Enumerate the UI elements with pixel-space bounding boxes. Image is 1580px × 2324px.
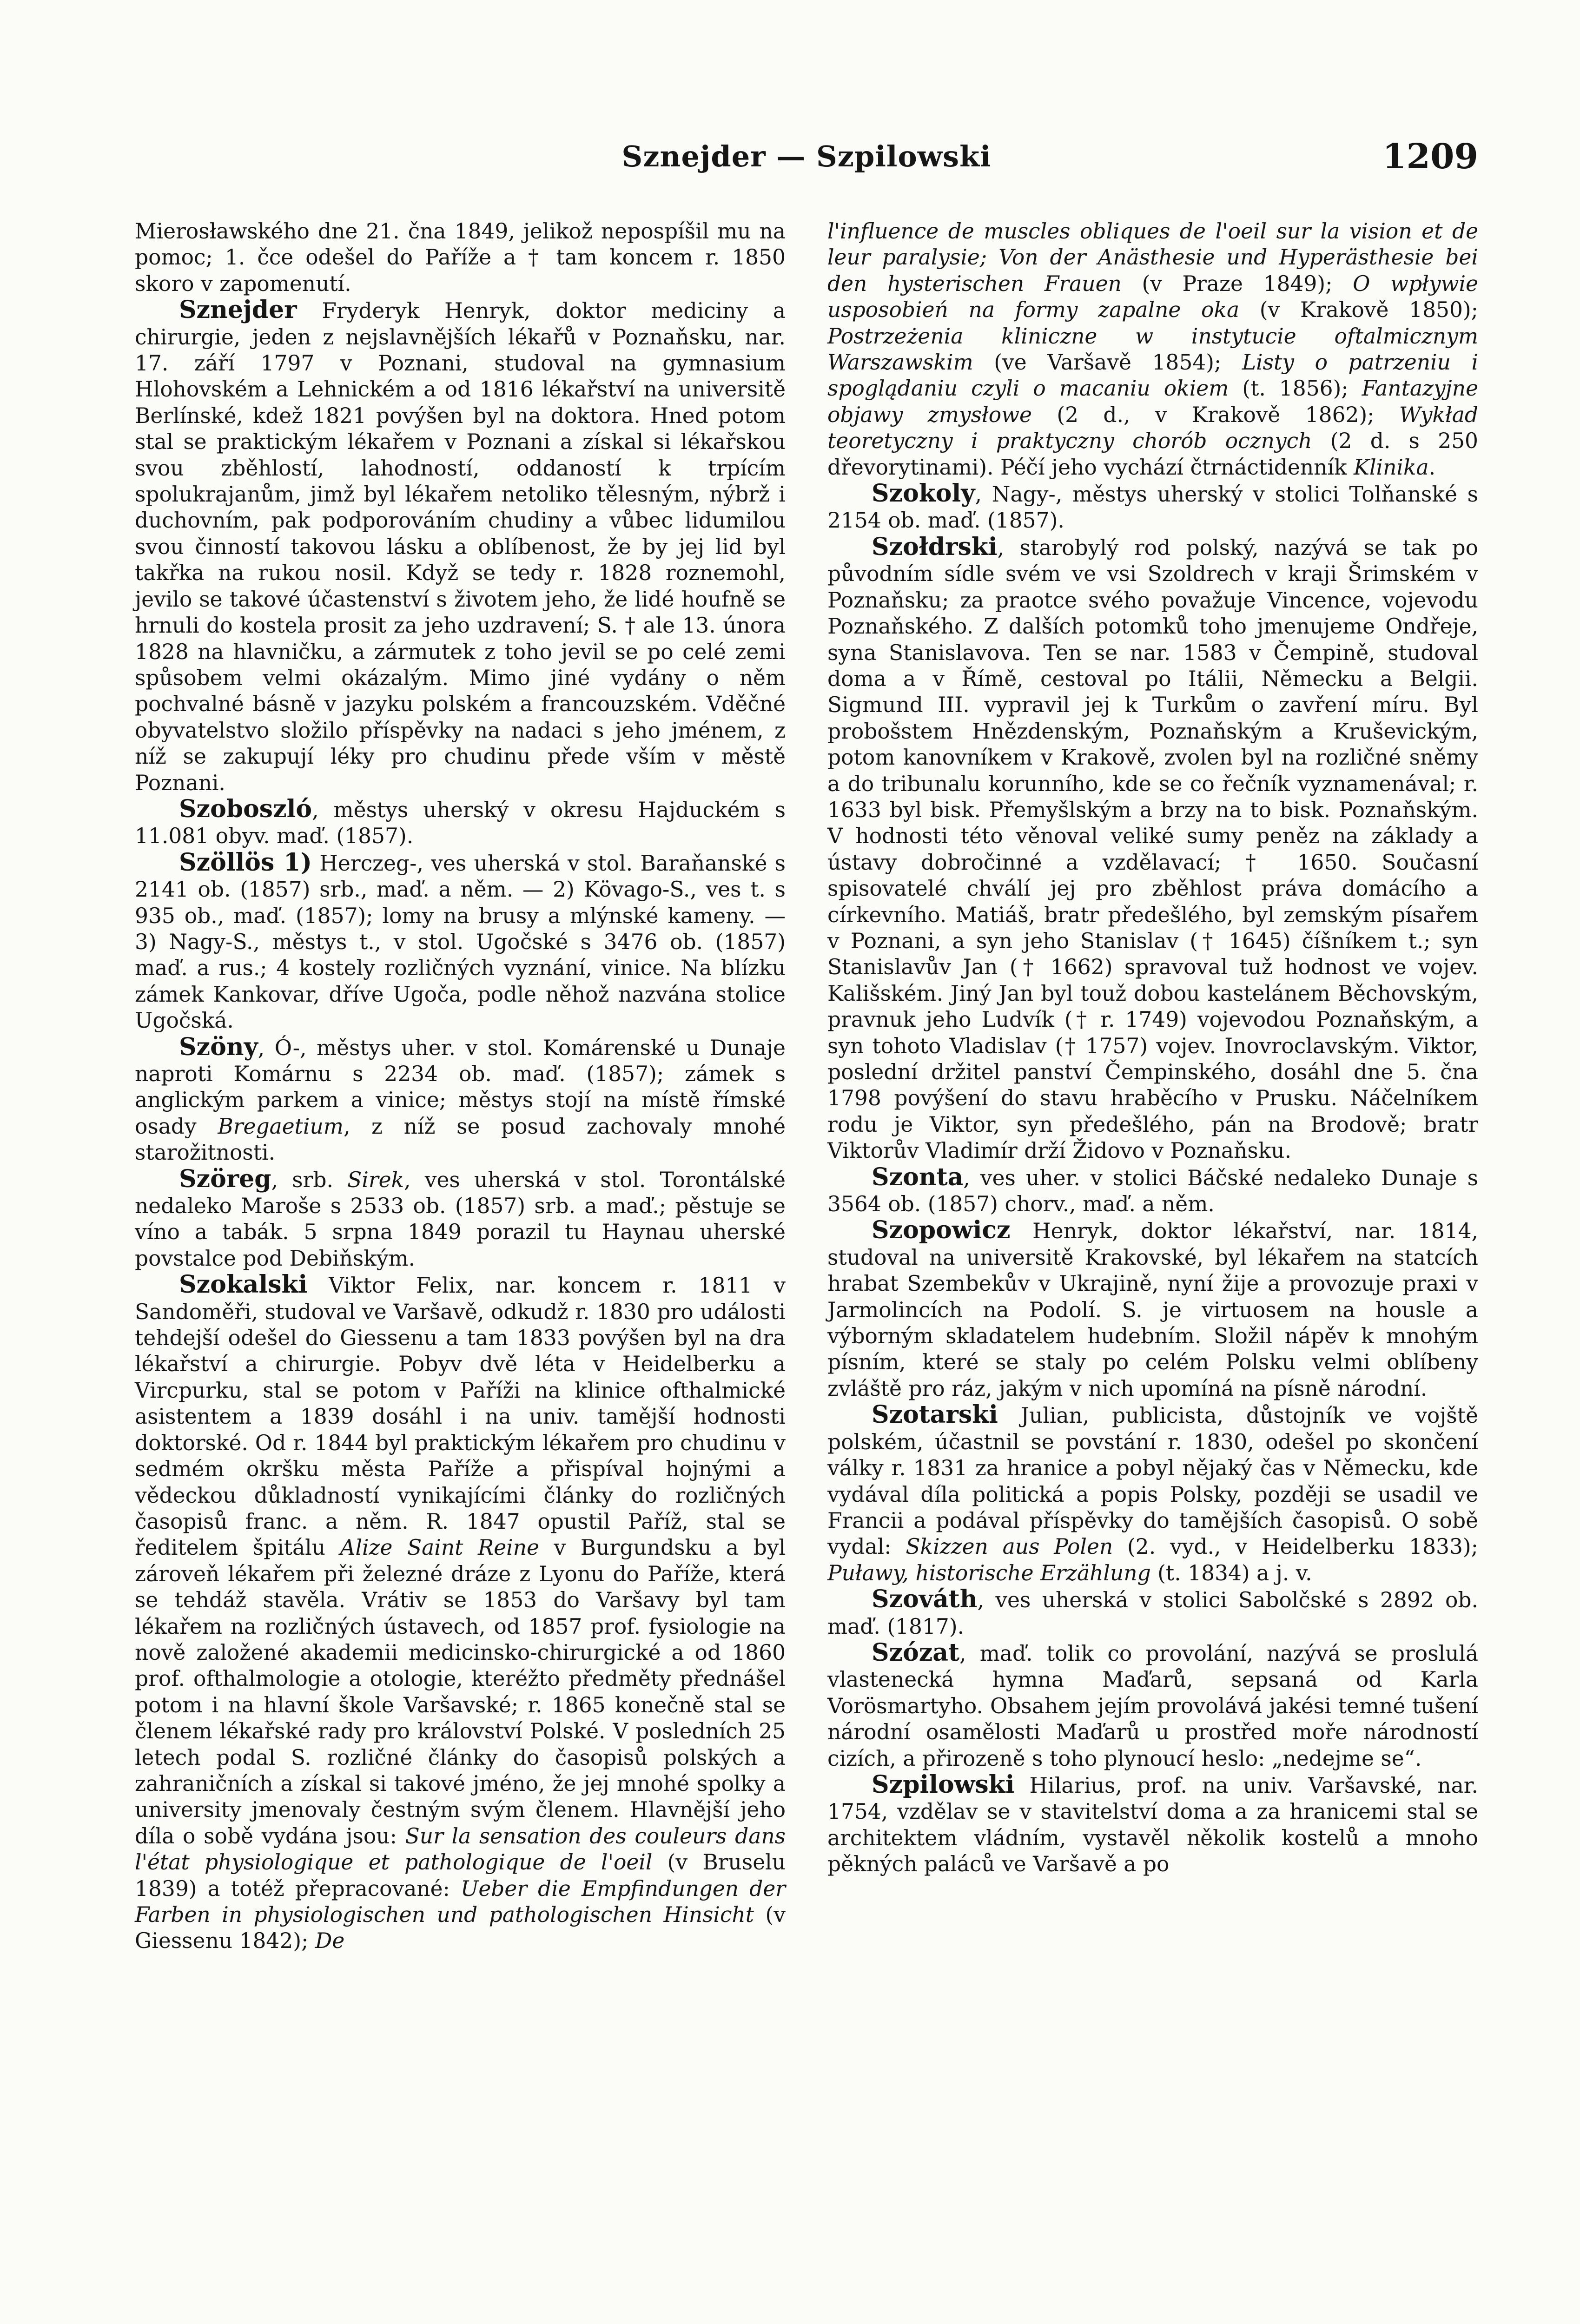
entry-text: , srb. bbox=[271, 1167, 348, 1192]
entry-text: (v Giessenu 1842); bbox=[135, 1902, 786, 1954]
running-head: Sznejder — Szpilowski bbox=[621, 139, 992, 173]
entry-text: (2 d. s 250 dřevorytinami). Péčí jeho vychází čtrnáctidenník bbox=[827, 429, 1479, 480]
entry-szozat bbox=[827, 1640, 1478, 1772]
left-column bbox=[135, 218, 786, 1954]
entry-text: Herczeg-, ves uherská v stol. Baraňanské s 2141 ob. (1857) srb., maď. a něm. — 2) Kövago-S., ves t. s 935 ob., maď. (1857); lomy na brusy a mlýnské kameny. — 3) Nagy-S., městys t., v stol. Ugočské s 3476 ob. (1857) maď. a rus.; 4 kostely rozličných vyznání, vinice. Na blízku zámek Kankovar, dříve Ugoča, podle něhož nazvána stolice Ugočská. bbox=[135, 851, 786, 1033]
headword: Szopowicz bbox=[872, 1216, 1011, 1245]
italic-title: l'influence de muscles obliques de l'oeil sur la vision et de leur paralysie; Von der Anästhesie und Hyperästhesie bei den hysterischen Frauen bbox=[827, 219, 1478, 296]
entry-text: Viktor Felix, nar. koncem r. 1811 v Sandoměři, studoval ve Varšavě, odkudž r. 1830 pro události tehdejší odešel do Giessenu a tam 1833 povýšen byl na dra lékařství a chirurgie. Pobyv dvě léta v Heidelberku a Vircpurku, stal se potom v Paříži na klinice ofthalmické asistentem a 1839 dosáhl i na univ. tamější hodnosti doktorské. Od r. 1844 byl praktickým lékařem pro chudinu v sedmém okršku města Paříže a přispíval hojnými a vědeckou důkladností vynikajícími články do rozličných časopisů franc. a něm. R. 1847 opustil Paříž, stal se ředitelem špitálu bbox=[135, 1273, 786, 1560]
entry-text: , ves uherská v stolici Sabolčské s 2892 ob. maď. (1817). bbox=[827, 1588, 1478, 1639]
entry-text: (t. 1856); bbox=[1229, 376, 1362, 401]
entry-szokoly bbox=[827, 481, 1478, 534]
entry-text: (v Krakově 1850); bbox=[1239, 297, 1478, 323]
entry-text: Henryk, doktor lékařství, nar. 1814, studoval na universitě Krakovské, byl lékařem na statcích hrabat Szembekův v Ukrajině, nyní žije a provozuje praxi v Jarmolincích na Podolí. S. je virtuosem na housle a výborným skladatelem hudebním. Složil nápěv k mnohým písním, které se staly po celém Polsku velmi oblíbeny zvláště pro ráz, jakým v nich upomíná na písně národní. bbox=[827, 1219, 1478, 1401]
headword: Szöllös 1) bbox=[179, 848, 312, 877]
entry-szoboszlo bbox=[135, 796, 786, 850]
italic-title: Listy o patrzeniu i spoglądaniu czyli o macaniu okiem bbox=[827, 350, 1479, 401]
headword: Szpilowski bbox=[872, 1770, 1015, 1799]
entry-text: , starobylý rod polský, nazývá se tak po původním sídle svém ve vsi Szoldrech v kraji Šrimském v Poznaňsku; za praotce svého považuje Vincence, vojevodu Poznaňského. Z dalších potomků toho jmenujeme Ondřeje, syna Stanislavova. Ten se nar. 1583 v Čempině, studoval doma a v Římě, cestoval po Itálii, Německu a Belgii. Sigmund III. vypravil jej k Turkům o zavření míru. Byl probošstem Hnězdenským, Poznaňským a Kruševickým, potom kanovníkem v Krakově, zvolen byl na rozličné sněmy a do tribunalu korunního, kde se co řečník vyznamenával; r. 1633 byl bisk. Přemyšlským a brzy na to bisk. Poznaňským. V hodnosti této věnoval veliké sumy peněz na základy a ústavy dobročinné a vzdělavací; † 1650. Současní spisovatelé chválí jej pro zběhlost práva domácího a církevního. Matiáš, bratr předešlého, byl zemským písařem v Poznani, a syn jeho Stanislav († 1645) číšníkem t.; syn Stanislavův Jan († 1662) spravoval tuž hodnost ve vojev. Kališském. Jiný Jan byl touž dobou kastelánem Běchovským, pravnuk jeho Ludvík († r. 1749) vojevodou Poznaňským, a syn tohoto Vladislav († 1757) vojev. Inovroclavským. Viktor, poslední držitel panství Čempinského, dosáhl dne 5. čna 1798 povýšení do stavu hraběcího v Prusku. Náčelníkem rodu je Viktor, syn předešlého, pán na Brodově; bratr Viktorův Vladimír drží Židovo v Poznaňsku. bbox=[827, 535, 1478, 1163]
entry-continuation bbox=[827, 218, 1478, 481]
entry-szony bbox=[135, 1034, 786, 1166]
entry-text: (v Bruselu 1839) a totéž přepracované: bbox=[135, 1850, 786, 1901]
right-column bbox=[827, 218, 1478, 1878]
page-header bbox=[135, 139, 1478, 195]
entry-szpilowski bbox=[827, 1772, 1478, 1878]
entry-szollos bbox=[135, 850, 786, 1034]
headword: Szöreg bbox=[179, 1164, 271, 1193]
entry-szonta bbox=[827, 1164, 1478, 1218]
italic-term: Bregaetium bbox=[218, 1114, 344, 1139]
entry-text: , ves uher. v stolici Báčské nedaleko Dunaje s 3564 ob. (1857) chorv., maď. a něm. bbox=[827, 1165, 1478, 1217]
headword: Szokoly bbox=[872, 479, 975, 508]
entry-sznejder bbox=[135, 297, 786, 796]
headword: Szoboszló bbox=[179, 794, 312, 823]
italic-title: O wpływie usposobień na formy zapalne oka bbox=[827, 271, 1478, 323]
page-number: 1209 bbox=[1382, 137, 1478, 177]
entry-szokalski bbox=[135, 1272, 786, 1954]
entry-text: (t. 1834) a j. v. bbox=[1150, 1560, 1312, 1585]
entry-text: (ve Varšavě 1854); bbox=[973, 350, 1242, 375]
entry-text: Julian, publicista, důstojník ve vojště polském, účastnil se povstání r. 1830, odešel po skončení války r. 1831 za hranice a pobyl nějaký čas v Německu, kde vydával díla politická a popis Polsky, později se usadil ve Francii a podával příspěvky do tamějších časopisů. O sobě vydal: bbox=[827, 1403, 1478, 1559]
italic-title: Skizzen aus Polen bbox=[906, 1534, 1113, 1559]
entry-text: Hilarius, prof. na univ. Varšavské, nar. 1754, vzdělav se v stavitelství doma a za hranicemi stal se architektem vládním, vystavěl několik kostelů a mnoho pěkných paláců ve Varšavě a po bbox=[827, 1773, 1478, 1877]
entry-text: Fryderyk Henryk, doktor mediciny a chirurgie, jeden z nejslavnějších lékařů v Poznaňsku, nar. 17. září 1797 v Poznani, studoval na gymnasium Hlohovském a Lehnickém a od 1816 lékařství na universitě Berlínské, kdež 1821 povýšen byl na doktora. Hned potom stal se praktickým lékařem v Poznani a získal si lékařskou svou zběhlostí, lahodností, oddaností k trpícím spolukrajanům, jimž byl lékařem netoliko tělesným, nýbrž i duchovním, pak podporováním chudiny a vůbec lidumilou svou činností takovou lásku a oblíbenost, že by jej lid byl takřka na rukou nosil. Když se tedy r. 1828 roznemohl, jevilo se takové účastenství s životem jeho, že lidé houfně se hrnuli do kostela prosit za jeho uzdravení; S. † ale 13. února 1828 na hlavničku, a zármutek z toho jevil se po celé zemi spůsobem velmi okázalým. Mimo jiné vydány o něm pochvalné básně v jazyku polském a francouzském. Vděčné obyvatelstvo složilo příspěvky na nadaci s jeho jménem, z níž se zakupují léky pro chudinu přede vším v městě Poznani. bbox=[135, 298, 786, 795]
entry-continuation bbox=[135, 218, 786, 297]
headword: Szováth bbox=[872, 1585, 978, 1614]
headword: Sznejder bbox=[179, 296, 297, 324]
entry-szopowicz bbox=[827, 1217, 1478, 1402]
entry-text: . bbox=[1428, 455, 1436, 480]
headword: Szöny bbox=[179, 1032, 258, 1061]
entry-text: (v Praze 1849); bbox=[1121, 271, 1353, 296]
headword: Szotarski bbox=[872, 1400, 998, 1429]
entry-szoldrski bbox=[827, 534, 1478, 1164]
italic-title: De bbox=[315, 1928, 345, 1954]
entry-text: (2 d., v Krakově 1862); bbox=[1031, 402, 1399, 427]
entry-text: v Burgundsku a byl zároveň lékařem při železné dráze z Lyonu do Paříže, která se tehdáž stavěla. Vrátiv se 1853 do Varšavy byl tam lékařem na rozličných ústavech, od 1857 prof. fysiologie na nově založené akademii medicinsko-chirurgické a od 1860 prof. ofthalmologie a otologie, kteréžto předměty přednášel potom i na hlavní škole Varšavské; r. 1865 konečně stal se členem lékařské rady pro království Polské. V posledních 25 letech podal S. rozličné články do časopisů polských a zahraničních a získal si takové jméno, že jej mnohé spolky a university jmenovaly čestným svým členem. Hlavnější jeho díla o sobě vydána jsou: bbox=[135, 1535, 786, 1849]
headword: Szózat bbox=[872, 1638, 960, 1667]
entry-text: (2. vyd., v Heidelberku 1833); bbox=[1113, 1534, 1479, 1559]
entry-text: , z níž se posud zachovaly mnohé starožitnosti. bbox=[135, 1114, 786, 1165]
entry-text: , městys uherský v okresu Hajduckém s 11.081 obyv. maď. (1857). bbox=[135, 797, 786, 849]
italic-title: Fantazyjne objawy zmysłowe bbox=[827, 376, 1479, 427]
entry-text: , maď. tolik co provolání, nazývá se proslulá vlastenecká hymna Maďarů, sepsaná od Karla Vorösmartyho. Obsahem jejím provolává jakési temné tušení národní osamělosti Maďarů u prostřed moře národností cizích, a přirozeně s toho plynoucí heslo: „nedejme se“. bbox=[827, 1641, 1478, 1771]
headword: Szołdrski bbox=[872, 532, 998, 561]
headword: Szonta bbox=[872, 1162, 964, 1191]
entry-text: Mierosławského dne 21. čna 1849, jelikož nepospíšil mu na pomoc; 1. čce odešel do Paříže a † tam koncem r. 1850 skoro v zapomenutí. bbox=[135, 219, 786, 296]
headword: Szokalski bbox=[179, 1270, 308, 1299]
italic-title: Klinika bbox=[1354, 455, 1429, 480]
entry-szotarski bbox=[827, 1402, 1478, 1586]
italic-title: Wykład teoretyczny i praktyczny chorób ocznych bbox=[827, 402, 1479, 454]
entry-text: , Ó-, městys uher. v stol. Komárenské u Dunaje naproti Komárnu s 2234 ob. maď. (1857); zámek s anglickým parkem a vinice; městys stojí na místě římské osady bbox=[135, 1035, 786, 1139]
entry-szovath bbox=[827, 1586, 1478, 1640]
entry-text: , Nagy-, městys uherský v stolici Tolňanské s 2154 ob. maď. (1857). bbox=[827, 482, 1478, 533]
italic-title: Sur la sensation des couleurs dans l'état physiologique et pathologique de l'oeil bbox=[135, 1823, 786, 1875]
italic-term: Sirek bbox=[347, 1167, 404, 1192]
italic-title: Postrzeżenia kliniczne w instytucie oftalmicznym Warszawskim bbox=[827, 324, 1478, 375]
entry-szoreg bbox=[135, 1166, 786, 1272]
italic-term: Alize Saint Reine bbox=[340, 1535, 539, 1560]
entry-text: , ves uherská v stol. Torontálské nedaleko Maroše s 2533 ob. (1857) srb. a maď.; pěstuje se víno a tabák. 5 srpna 1849 porazil tu Haynau uherské povstalce pod Debiňským. bbox=[135, 1167, 786, 1271]
italic-title: Puławy, historische Erzählung bbox=[827, 1560, 1151, 1585]
italic-title: Ueber die Empfindungen der Farben in physiologischen und pathologischen Hinsicht bbox=[135, 1876, 786, 1927]
